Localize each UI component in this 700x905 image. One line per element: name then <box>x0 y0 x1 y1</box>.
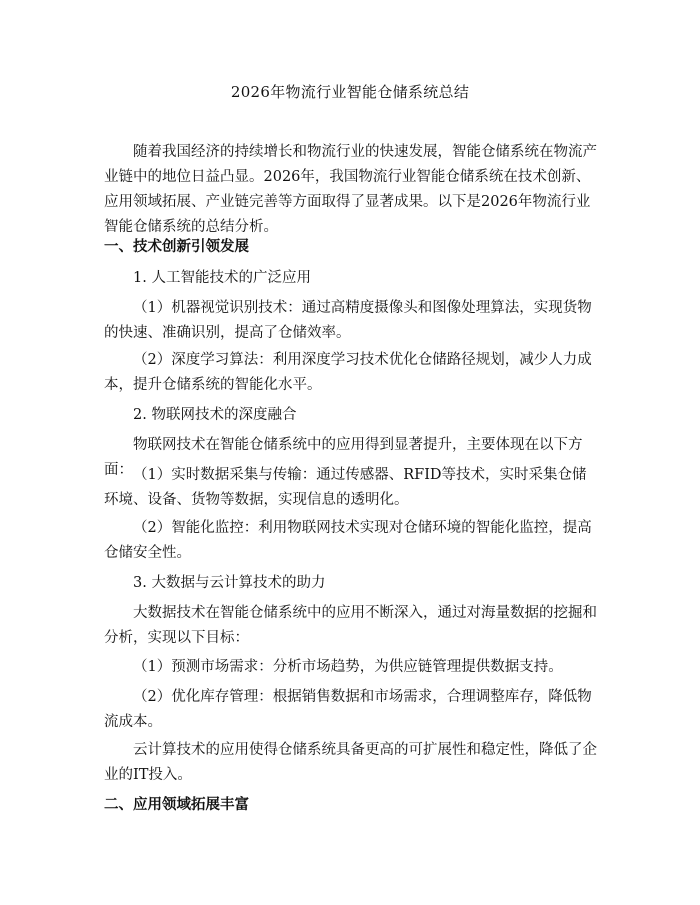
item-2-intro: 物联网技术在智能仓储系统中的应用得到显著提升，主要体现在以下方面： <box>104 437 583 478</box>
item-3-intro: 大数据技术在智能仓储系统中的应用不断深入，通过对海量数据的挖掘和分析，实现以下目标： <box>104 605 597 646</box>
item-3-point-1: （1）预测市场需求：分析市场趋势，为供应链管理提供数据支持。 <box>133 659 563 675</box>
item-2-point-1: （1）实时数据采集与传输：通过传感器、RFID等技术，实时采集仓储环境、设备、货物等数据，实现信息的透明化。 <box>104 467 587 508</box>
section-2-heading: 二、应用领域拓展丰富 <box>104 796 249 813</box>
item-2-point-2: （2）智能化监控：利用物联网技术实现对仓储环境的智能化监控，提高仓储安全性。 <box>104 520 592 561</box>
item-1-point-1: （1）机器视觉识别技术：通过高精度摄像头和图像处理算法，实现货物的快速、准确识别，提高了仓储效率。 <box>104 300 592 341</box>
item-3-point-2: （2）优化库存管理：根据销售数据和市场需求，合理调整库存，降低物流成本。 <box>104 689 592 730</box>
item-2-heading: 2. 物联网技术的深度融合 <box>133 407 297 423</box>
document-title: 2026年物流行业智能仓储系统总结 <box>230 83 470 101</box>
section-1-heading: 一、技术创新引领发展 <box>104 238 249 255</box>
item-3-heading: 3. 大数据与云计算技术的助力 <box>133 575 326 591</box>
intro-paragraph: 随着我国经济的持续增长和物流行业的快速发展，智能仓储系统在物流产业链中的地位日益凸显。2026年，我国物流行业智能仓储系统在技术创新、应用领域拓展、产业链完善等方面取得了显著成果。以下是2026年物流行业智能仓储系统的总结分析。 <box>104 144 597 235</box>
item-3-outro: 云计算技术的应用使得仓储系统具备更高的可扩展性和稳定性，降低了企业的IT投入。 <box>104 742 597 783</box>
item-1-point-2: （2）深度学习算法：利用深度学习技术优化仓储路径规划，减少人力成本，提升仓储系统的智能化水平。 <box>104 352 592 393</box>
item-1-heading: 1. 人工智能技术的广泛应用 <box>133 270 311 286</box>
